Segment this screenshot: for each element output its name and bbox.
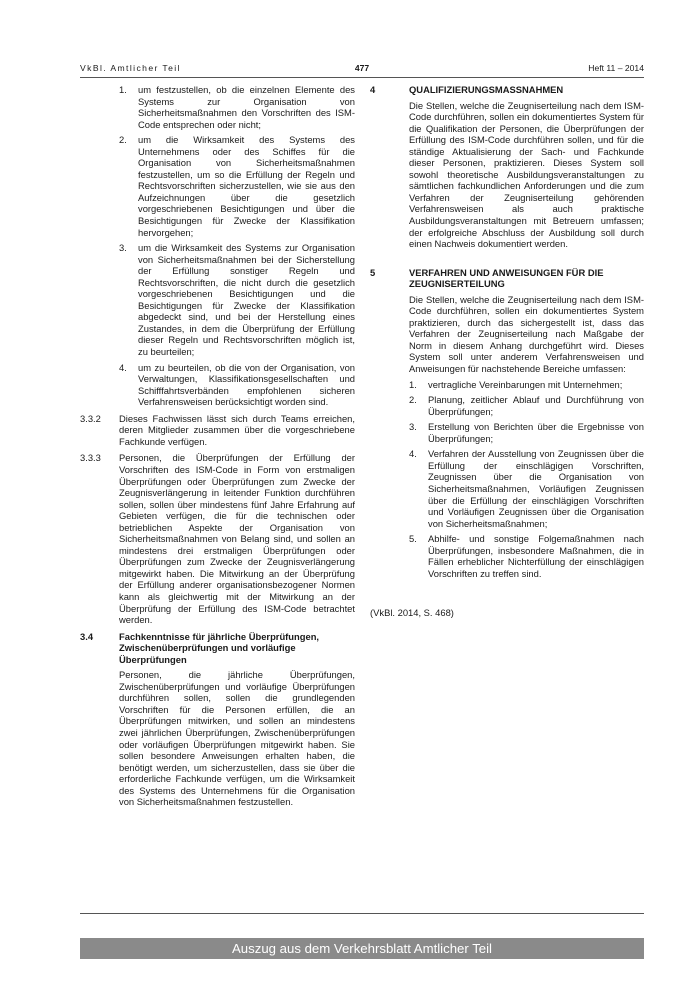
citation: (VkBl. 2014, S. 468): [370, 607, 454, 619]
list-marker: 4.: [409, 448, 417, 460]
list-text: Planung, zeitlicher Ablauf und Durchführung von Überprüfungen;: [428, 394, 644, 417]
list-section-5: [409, 379, 644, 580]
list-item: [409, 379, 644, 391]
section-number: 5: [370, 266, 376, 278]
list-item: [119, 134, 355, 238]
section-number: 3.3.2: [80, 412, 101, 424]
list-item: [409, 448, 644, 529]
list-marker: 3.: [409, 421, 417, 433]
section-3-3-3: [80, 452, 355, 625]
page-number: 477: [354, 63, 370, 73]
list-marker: 4.: [119, 361, 127, 373]
journal-title: VkBl. Amtlicher Teil: [80, 63, 181, 73]
list-marker: 3.: [119, 242, 127, 254]
section-text: Die Stellen, welche die Zeugniserteilung nach dem ISM-Code durchführen, sollen ein dokumentiertes System praktizieren, durch das sichergestellt ist, dass das Verfahren der Zeugniserteilung nach Maßgabe der Norm in diesem Anhang durchgeführt wird. Dieses System soll unter anderem Verfahrensweisen und Anweisungen für nachstehende Bereiche umfassen:: [409, 293, 644, 375]
section-number: 4: [370, 84, 376, 95]
list-marker: 1.: [119, 84, 127, 95]
left-column: [80, 84, 355, 813]
list-text: Abhilfe- und sonstige Folgemaßnahmen nach Überprüfungen, insbesondere Maßnahmen, die in Fällen erheblicher Nichterfüllung der einschlägigen Vorschriften zu treffen sind.: [428, 533, 644, 579]
list-text: Verfahren der Ausstellung von Zeugnissen über die Erfüllung der einschlägigen Vorschriften, Zeugnissen über die Organisation von Sicherheitsmaßnahmen, Vorläufigen Zeugnissen über die Erfüllung der einschlägigen Vorschriften und Vorläufigen Zeugnissen über die Organisation von Sicherheitsmaßnahmen;: [428, 448, 644, 529]
list-item: [409, 533, 644, 579]
section-number: 3.3.3: [80, 452, 101, 464]
list-item: [409, 421, 644, 444]
right-column: [370, 84, 644, 619]
page-header: [80, 63, 644, 78]
list-marker: 1.: [409, 378, 417, 390]
section-5: [370, 267, 644, 580]
list-item: [119, 84, 355, 130]
list-item: [409, 394, 644, 417]
list-item: [119, 242, 355, 357]
list-text: vertragliche Vereinbarungen mit Unternehmen;: [428, 378, 623, 390]
issue-label: Heft 11 – 2014: [588, 63, 644, 73]
list-top: [119, 84, 355, 408]
section-heading: VERFAHREN UND ANWEISUNGEN FÜR DIE ZEUGNISERTEILUNG: [409, 266, 604, 290]
list-marker: 2.: [119, 134, 127, 146]
section-heading: QUALIFIZIERUNGSMASSNAHMEN: [409, 84, 564, 95]
section-text: Die Stellen, welche die Zeugniserteilung nach dem ISM-Code durchführen, sollen ein dokumentiertes System für die Qualifikation der Personen, die Überprüfungen der Erfüllung des ISM-Code durchführen sollen, und für die ständige Aktualisierung der Sach- und Fachkunde dieser Personen, praktizieren. Dieses System soll sowohl theoretische Ausbildungsveranstaltungen zu sämtlichen fachkundlichen Anforderungen und die zum Verfahren der Zeugniserteilung gehörenden Verfahrensweisen als auch praktische Ausbildungsveranstaltungen mit Betreuern umfassen; der erfolgreiche Abschluss der Ausbildung soll durch einen Nachweis dokumentiert werden.: [409, 99, 644, 250]
list-item: [119, 362, 355, 408]
list-text: um festzustellen, ob die einzelnen Elemente des Systems zur Organisation von Sicherheitsmaßnahmen den Vorschriften des ISM-Code entsprechen oder nicht;: [138, 84, 355, 130]
footer-banner: Auszug aus dem Verkehrsblatt Amtlicher Teil: [80, 938, 644, 959]
section-text: Dieses Fachwissen lässt sich durch Teams erreichen, deren Mitglieder zusammen über die vorgeschriebene Fachkunde verfügen.: [119, 412, 355, 447]
list-text: um zu beurteilen, ob die von der Organisation, von Verwaltungen, Klassifikationsgesellschaften und Schifffahrtsverbänden empfohlenen sicheren Verfahrensweisen berücksichtigt worden sind.: [138, 361, 355, 408]
list-text: Erstellung von Berichten über die Ergebnisse von Überprüfungen;: [428, 421, 644, 444]
section-3-4: [80, 631, 355, 808]
section-text: Personen, die Überprüfungen der Erfüllung der Vorschriften des ISM-Code in Form von erstmaligen Überprüfungen oder Überprüfungen zum Zwecke der Zeugnisverlängerung in leitender Funktion durchführen sollen, sollen über mindestens fünf Jahre Erfahrung auf Gebieten verfügen, die für die technischen oder betrieblichen Aspekte der Organisation von Sicherheitsmaßnahmen von Belang sind, und sollen an mindestens drei erstmaligen Überprüfungen oder Überprüfungen zum Zwecke der Zeugnisverlängerung mitgewirkt haben. Die Mitwirkung an der Überprüfung der Erfüllung anderer organisationsbezogener Normen kann als gleichwertig mit der Mitwirkung an der Überprüfung der Erfüllung des ISM-Code betrachtet werden.: [119, 452, 355, 626]
list-text: um die Wirksamkeit des Systems des Unternehmens oder des Schiffes für die Organisation von Sicherheitsmaßnahmen festzustellen, um so die Erfüllung der Regeln und Rechtsvorschriften sicherzustellen, wie sie aus den Aufzeichnungen über die gesetzlich vorgeschriebenen Besichtigungen und über die Besichtigungen für Zwecke der Klassifikation hervorgehen;: [138, 134, 355, 238]
section-number: 3.4: [80, 630, 94, 642]
section-heading: Fachkenntnisse für jährliche Überprüfungen, Zwischenüberprüfungen und vorläufige Überprüfungen: [119, 630, 320, 665]
section-text: Personen, die jährliche Überprüfungen, Zwischenüberprüfungen und vorläufige Überprüfungen durchführen sollen, sollen die grundlegenden Vorschriften für die Personen erfüllen, die an Überprüfungen mitwirken, und sollen an mindestens zwei jährlichen Überprüfungen, Zwischenüberprüfungen oder vorläufigen Überprüfungen mitgewirkt haben. Sie sollen besondere Anweisungen erhalten haben, die benötigt werden, um sicherzustellen, dass sie über die erforderliche Fachkunde verfügen, um die Wirksamkeit des Systems des Unternehmens für die Organisation von Sicherheitsmaßnahmen festzustellen.: [119, 669, 355, 808]
section-3-3-2: [80, 413, 355, 448]
list-marker: 2.: [409, 394, 417, 406]
list-text: um die Wirksamkeit des Systems zur Organisation von Sicherheitsmaßnahmen bei der Sicherstellung der Erfüllung sonstiger Regeln und Rechtsvorschriften, die nicht durch die gesetzlich vorgeschriebenen Besichtigungen und die Besichtigungen für Zwecke der Klassifikation abgedeckt sind, und bei der Herstellung eines Zustandes, in dem die Überprüfung der Erfüllung dieser Regeln und Rechtsvorschriften möglich ist, zu beurteilen;: [138, 242, 355, 358]
list-marker: 5.: [409, 533, 417, 545]
section-4: [370, 84, 644, 250]
footer-rule: [80, 913, 644, 914]
